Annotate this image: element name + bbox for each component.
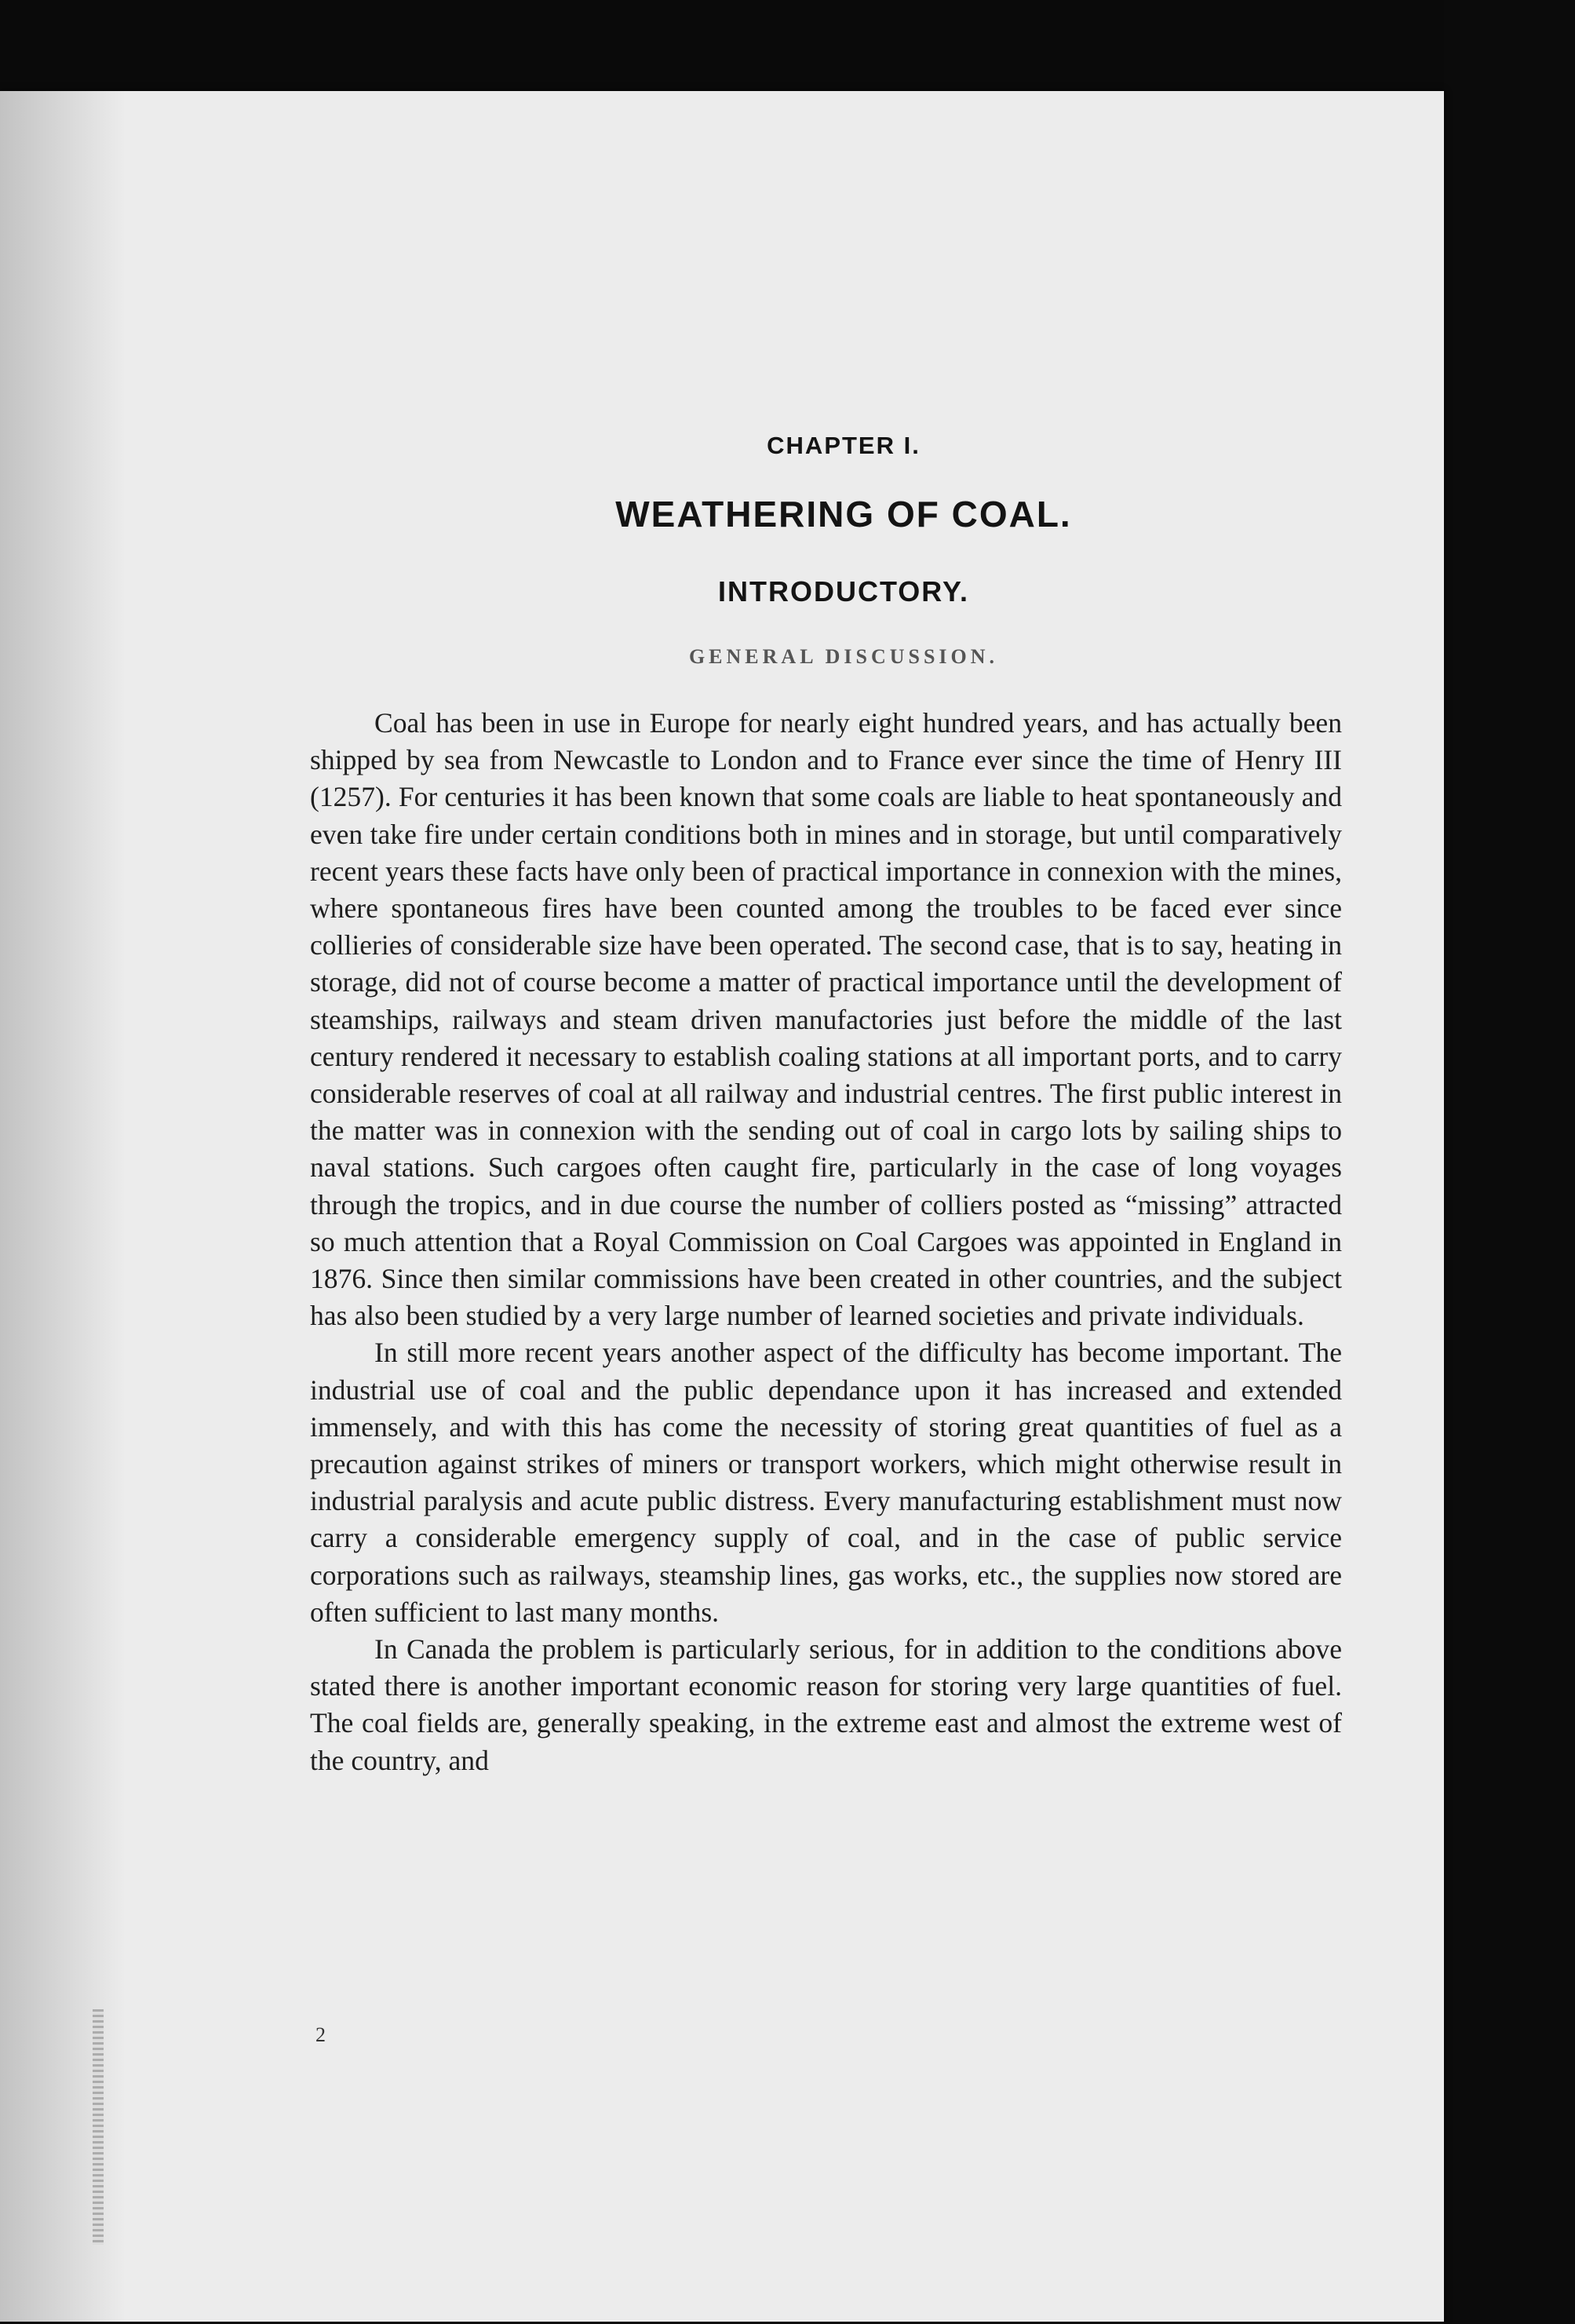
- section-heading: INTRODUCTORY.: [717, 575, 969, 607]
- paragraph: In Canada the problem is particularly serious, for in addition to the conditions above stated there is another important economic reason for storing very large quantities of fuel. The coal fields are, generally speaking, in the extreme east and almost the extreme west of the country, and: [310, 1633, 1342, 1776]
- subsection-heading: GENERAL DISCUSSION.: [688, 645, 999, 668]
- scan-background-top: [0, 0, 1575, 94]
- binding-shadow: [0, 91, 126, 2322]
- binding-gutter-marks: [93, 2009, 104, 2245]
- scan-background-right: [1444, 0, 1575, 2324]
- paragraph: In still more recent years another aspect of the difficulty has become important. The industrial use of coal and the public dependance upon it has increased and extended immensely, and with this has come the necessity of storing great quantities of fuel as a precaution against strikes of miners or transport workers, which might otherwise result in industrial paralysis and acute public distress. Every manufacturing establishment must now carry a considerable emergency supply of coal, and in the case of public service corporations such as railways, steamship lines, gas works, etc., the supplies now stored are often sufficient to last many months.: [310, 1337, 1342, 1628]
- chapter-label: CHAPTER I.: [767, 432, 921, 459]
- body-text: [310, 705, 1342, 1779]
- chapter-title: WEATHERING OF COAL.: [615, 494, 1072, 534]
- page-number: 2: [315, 2023, 326, 2046]
- paragraph: Coal has been in use in Europe for nearly eight hundred years, and has actually been shipped by sea from Newcastle to London and to France ever since the time of Henry III (1257). For centuries it has been known that some coals are liable to heat spontaneously and even take fire under certain conditions both in mines and in storage, but until comparatively recent years these facts have only been of practical importance in connexion with the mines, where spontaneous fires have been counted among the troubles to be faced ever since collieries of considerable size have been operated. The second case, that is to say, heating in storage, did not of course become a matter of practical importance until the development of steamships, railways and steam driven manufactories just before the middle of the last century rendered it necessary to establish coaling stations at all important ports, and to carry considerable reserves of coal at all railway and industrial centres. The first public interest in the matter was in connexion with the sending out of coal in cargo lots by sailing ships to naval stations. Such cargoes often caught fire, particularly in the case of long voyages through the tropics, and in due course the number of colliers posted as “missing” attracted so much attention that a Royal Commission on Coal Cargoes was appointed in England in 1876. Since then similar commissions have been created in other countries, and the subject has also been studied by a very large number of learned societies and private individuals.: [310, 707, 1342, 1332]
